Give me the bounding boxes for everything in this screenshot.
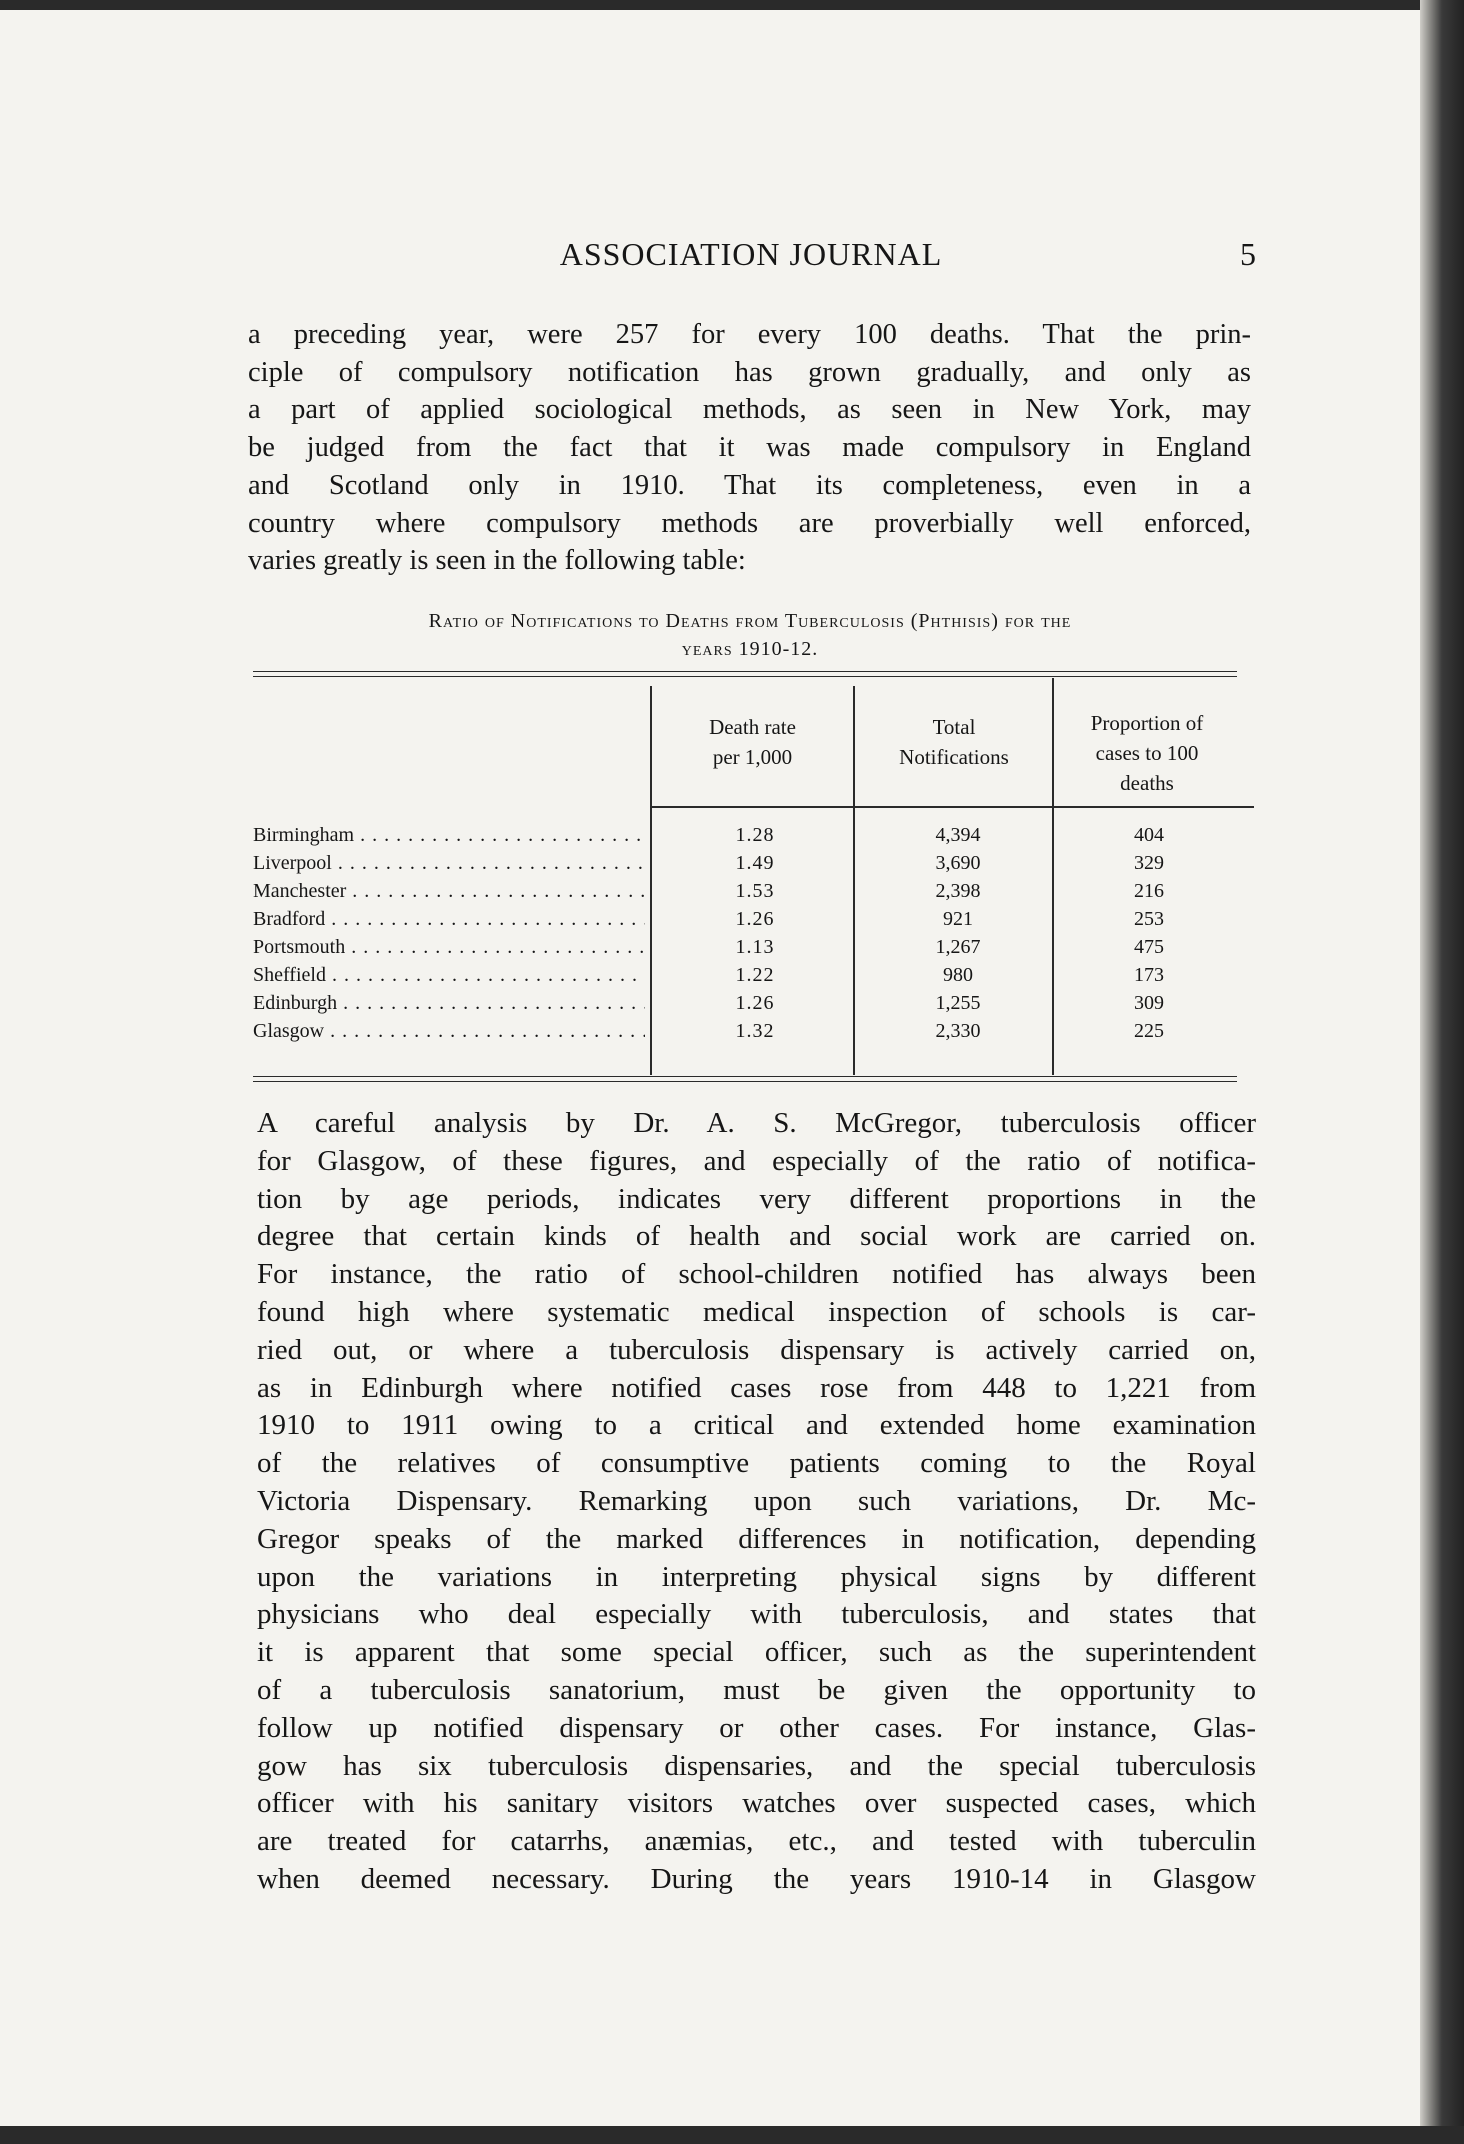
death-rate-cell: 1.53: [735, 880, 775, 902]
text-line: as in Edinburgh where notified cases rose from 448 to 1,221 from: [257, 1371, 1256, 1404]
death-rate-cell: 1.13: [735, 936, 775, 958]
text-line: physicians who deal especially with tuberculosis, and states that: [257, 1598, 1256, 1631]
city-name: Bradford . . .: [253, 908, 645, 931]
city-name: Portsmouth . . .: [253, 936, 645, 959]
text-line: it is apparent that some special officer, such as the superintendent: [257, 1636, 1256, 1669]
proportion-cell: 173: [1134, 964, 1164, 986]
text-line: country where compulsory methods are proverbially well enforced,: [248, 507, 1251, 539]
notifications-cell: 3,690: [935, 852, 981, 874]
text-line: officer with his sanitary visitors watches over suspected cases, which: [257, 1787, 1256, 1820]
proportion-cell: 253: [1134, 908, 1164, 930]
text-line: found high where systematic medical inspection of schools is car-: [257, 1295, 1256, 1328]
header-line: Proportion of: [1090, 711, 1204, 735]
text-line: of a tuberculosis sanatorium, must be given the opportunity to: [257, 1673, 1256, 1706]
header-death-rate: [655, 712, 850, 772]
journal-title: ASSOCIATION JOURNAL: [559, 236, 943, 272]
table-body: [253, 824, 1237, 1048]
text-line: Victoria Dispensary. Remarking upon such variations, Dr. Mc-: [257, 1484, 1256, 1517]
paragraph-analysis: [257, 1105, 1256, 1899]
header-line: Notifications: [899, 745, 1009, 769]
table-bottom-rule: [253, 1076, 1237, 1077]
death-rate-cell: 1.28: [735, 824, 775, 846]
death-rate-cell: 1.32: [735, 1020, 775, 1042]
paragraph-intro: [248, 316, 1251, 580]
text-line: 1910 to 1911 owing to a critical and extended home examination: [257, 1409, 1256, 1442]
notifications-cell: 1,255: [935, 992, 981, 1014]
header-line: per 1,000: [712, 745, 793, 769]
text-line: of the relatives of consumptive patients coming to the Royal: [257, 1447, 1256, 1480]
header-total-notifications: [858, 712, 1050, 772]
table-row: [253, 936, 1237, 964]
text-line: For instance, the ratio of school-children notified has always been: [257, 1258, 1256, 1291]
text-line: Gregor speaks of the marked differences in notification, depending: [257, 1522, 1256, 1555]
table-row: [253, 824, 1237, 852]
proportion-cell: 404: [1134, 824, 1164, 846]
city-name: Liverpool . . .: [253, 852, 645, 875]
table-row: [253, 992, 1237, 1020]
text-line: a preceding year, were 257 for every 100 deaths. That the prin-: [248, 319, 1251, 350]
proportion-cell: 329: [1134, 852, 1164, 874]
city-name: Sheffield . . .: [253, 964, 645, 987]
proportion-cell: 216: [1134, 880, 1164, 902]
header-rule: [650, 806, 1254, 808]
text-line: for Glasgow, of these figures, and especially of the ratio of notifica-: [257, 1144, 1256, 1177]
table-top-rule: [253, 671, 1237, 672]
table-row: [253, 964, 1237, 992]
text-line: upon the variations in interpreting physical signs by different: [257, 1560, 1256, 1593]
header-line: Total: [932, 715, 976, 739]
header-line: Death rate: [709, 715, 796, 739]
city-name: Manchester . . .: [253, 880, 645, 903]
text-line: tion by age periods, indicates very different proportions in the: [257, 1182, 1256, 1215]
text-line: gow has six tuberculosis dispensaries, and the special tuberculosis: [257, 1749, 1256, 1782]
header-proportion: [1056, 708, 1238, 798]
notifications-cell: 1,267: [935, 936, 981, 958]
scan-border-bottom: [0, 2126, 1464, 2144]
text-line: ried out, or where a tuberculosis dispensary is actively carried on,: [257, 1333, 1256, 1366]
text-line: be judged from the fact that it was made compulsory in England: [248, 432, 1251, 464]
table-caption: [270, 607, 1230, 663]
city-name: Glasgow . . .: [253, 1020, 645, 1043]
table-top-rule-2: [253, 676, 1237, 677]
text-line: ciple of compulsory notification has grown gradually, and only as: [248, 356, 1251, 388]
table-caption-line: years 1910-12.: [681, 638, 819, 660]
notifications-cell: 4,394: [935, 824, 981, 846]
table-row: [253, 908, 1237, 936]
table-row: [253, 1020, 1237, 1048]
text-line: are treated for catarrhs, anæmias, etc., and tested with tuberculin: [257, 1825, 1256, 1858]
text-line: degree that certain kinds of health and social work are carried on.: [257, 1220, 1256, 1253]
notifications-cell: 2,330: [935, 1020, 981, 1042]
proportion-cell: 475: [1134, 936, 1164, 958]
death-rate-cell: 1.26: [735, 908, 775, 930]
table-bottom-rule-2: [253, 1081, 1237, 1082]
notifications-cell: 2,398: [935, 880, 981, 902]
proportion-cell: 309: [1134, 992, 1164, 1014]
page-number: 5: [1240, 236, 1256, 272]
table-row: [253, 880, 1237, 908]
proportion-cell: 225: [1134, 1020, 1164, 1042]
notifications-cell: 980: [943, 964, 973, 986]
death-rate-cell: 1.26: [735, 992, 775, 1014]
text-line: when deemed necessary. During the years 1910-14 in Glasgow: [257, 1862, 1256, 1895]
city-name: Edinburgh . . .: [253, 992, 645, 1015]
text-line: A careful analysis by Dr. A. S. McGregor, tuberculosis officer: [257, 1107, 1256, 1139]
death-rate-cell: 1.22: [735, 964, 775, 986]
text-line: a part of applied sociological methods, as seen in New York, may: [248, 394, 1251, 426]
text-line: follow up notified dispensary or other cases. For instance, Glas-: [257, 1711, 1256, 1744]
notifications-cell: 921: [943, 908, 973, 930]
city-name: Birmingham . . .: [253, 824, 645, 847]
death-rate-cell: 1.49: [735, 852, 775, 874]
header-line: cases to 100: [1095, 741, 1199, 765]
text-line: varies greatly is seen in the following table:: [248, 545, 746, 577]
running-head: [246, 236, 1256, 276]
header-line: deaths: [1120, 771, 1174, 795]
table-row: [253, 852, 1237, 880]
text-line: and Scotland only in 1910. That its completeness, even in a: [248, 469, 1251, 501]
table-caption-line: Ratio of Notifications to Deaths from Tuberculosis (Phthisis) for the: [428, 610, 1072, 632]
page-edge: [1420, 0, 1464, 2144]
